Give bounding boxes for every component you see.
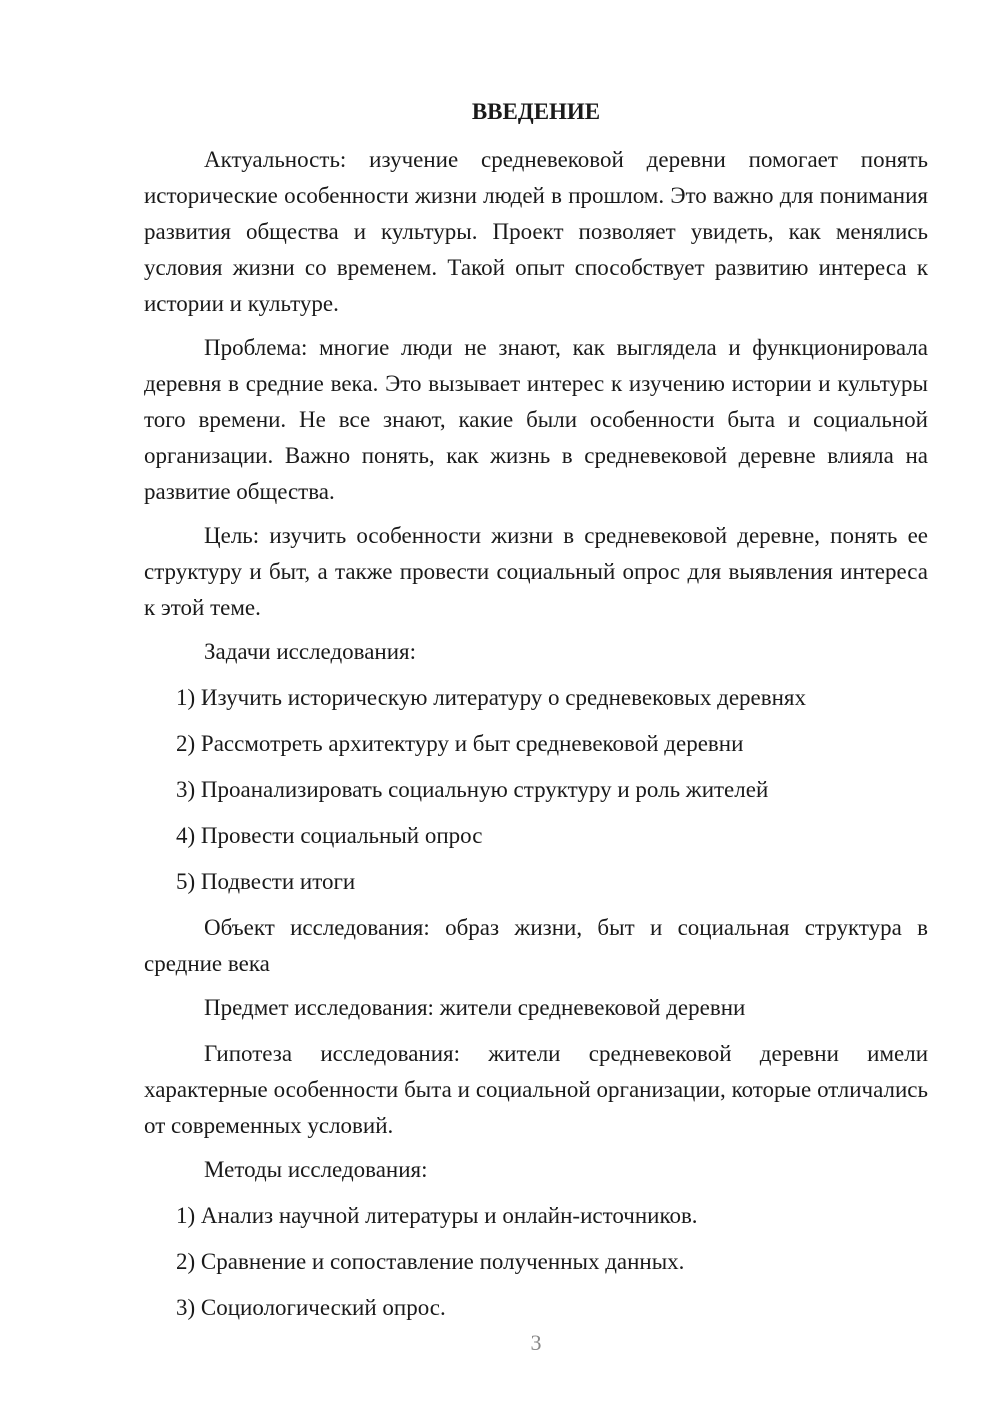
page-number: 3 (530, 1330, 542, 1355)
task-item: 3) Проанализировать социальную структуру и роль жителей (176, 777, 769, 802)
problem-paragraph: Проблема: многие люди не знают, как выглядела и функционировала деревня в средние века. Это вызывает интерес к изучению истории и культуры того времени. Не все знают, какие были особенности быта и социальной организации. Важно понять, как жизнь в средневековой деревне влияла на развитие общества. (144, 335, 928, 504)
task-item: 2) Рассмотреть архитектуру и быт средневековой деревни (176, 731, 744, 756)
method-item: 1) Анализ научной литературы и онлайн-источников. (176, 1203, 698, 1228)
task-item: 4) Провести социальный опрос (176, 823, 483, 848)
task-item: 1) Изучить историческую литературу о средневековых деревнях (176, 685, 807, 710)
tasks-heading: Задачи исследования: (204, 639, 417, 664)
methods-heading: Методы исследования: (204, 1157, 428, 1182)
object-paragraph: Объект исследования: образ жизни, быт и социальная структура в средние века (144, 915, 928, 976)
section-title: ВВЕДЕНИЕ (471, 99, 601, 124)
relevance-paragraph: Актуальность: изучение средневековой деревни помогает понять исторические особенности жизни людей в прошлом. Это важно для понимания развития общества и культуры. Проект позволяет увидеть, как менялись условия жизни со временем. Такой опыт способствует развитию интереса к истории и культуре. (144, 147, 928, 316)
subject-paragraph: Предмет исследования: жители средневековой деревни (204, 995, 746, 1020)
task-item: 5) Подвести итоги (176, 869, 356, 894)
hypothesis-paragraph: Гипотеза исследования: жители средневековой деревни имели характерные особенности быта и социальной организации, которые отличались от современных условий. (144, 1041, 928, 1138)
method-item: 2) Сравнение и сопоставление полученных данных. (176, 1249, 685, 1274)
goal-paragraph: Цель: изучить особенности жизни в средневековой деревне, понять ее структуру и быт, а также провести социальный опрос для выявления интереса к этой теме. (144, 523, 928, 620)
method-item: 3) Социологический опрос. (176, 1295, 446, 1320)
